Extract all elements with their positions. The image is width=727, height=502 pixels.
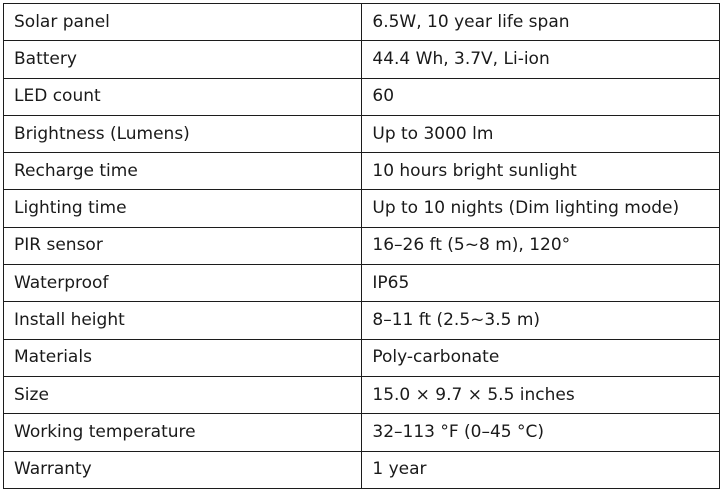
table-row: [4, 414, 720, 451]
table-row: [4, 190, 720, 227]
spec-value: 15.0 × 9.7 × 5.5 inches: [362, 376, 720, 413]
spec-value: 16–26 ft (5~8 m), 120°: [362, 227, 720, 264]
table-row: [4, 376, 720, 413]
spec-label: Install height: [4, 302, 362, 339]
spec-value: Up to 10 nights (Dim lighting mode): [362, 190, 720, 227]
table-row: [4, 265, 720, 302]
spec-label: Brightness (Lumens): [4, 115, 362, 152]
spec-value: IP65: [362, 265, 720, 302]
specifications-table: [3, 3, 720, 489]
spec-value: 6.5W, 10 year life span: [362, 4, 720, 41]
table-row: [4, 227, 720, 264]
spec-label: Battery: [4, 41, 362, 78]
table-row: [4, 115, 720, 152]
spec-label: Materials: [4, 339, 362, 376]
table-row: [4, 153, 720, 190]
table-row: [4, 302, 720, 339]
table-row: [4, 78, 720, 115]
spec-label: PIR sensor: [4, 227, 362, 264]
spec-label: Solar panel: [4, 4, 362, 41]
spec-label: Working temperature: [4, 414, 362, 451]
spec-value: 60: [362, 78, 720, 115]
table-row: [4, 41, 720, 78]
spec-value: 32–113 °F (0–45 °C): [362, 414, 720, 451]
spec-value: Up to 3000 lm: [362, 115, 720, 152]
spec-label: Waterproof: [4, 265, 362, 302]
spec-label: LED count: [4, 78, 362, 115]
spec-label: Size: [4, 376, 362, 413]
table-row: [4, 451, 720, 488]
spec-value: 44.4 Wh, 3.7V, Li-ion: [362, 41, 720, 78]
table-row: [4, 339, 720, 376]
spec-value: 8–11 ft (2.5~3.5 m): [362, 302, 720, 339]
spec-value: 1 year: [362, 451, 720, 488]
spec-label: Warranty: [4, 451, 362, 488]
spec-value: Poly-carbonate: [362, 339, 720, 376]
spec-label: Lighting time: [4, 190, 362, 227]
table-row: [4, 4, 720, 41]
spec-value: 10 hours bright sunlight: [362, 153, 720, 190]
spec-label: Recharge time: [4, 153, 362, 190]
